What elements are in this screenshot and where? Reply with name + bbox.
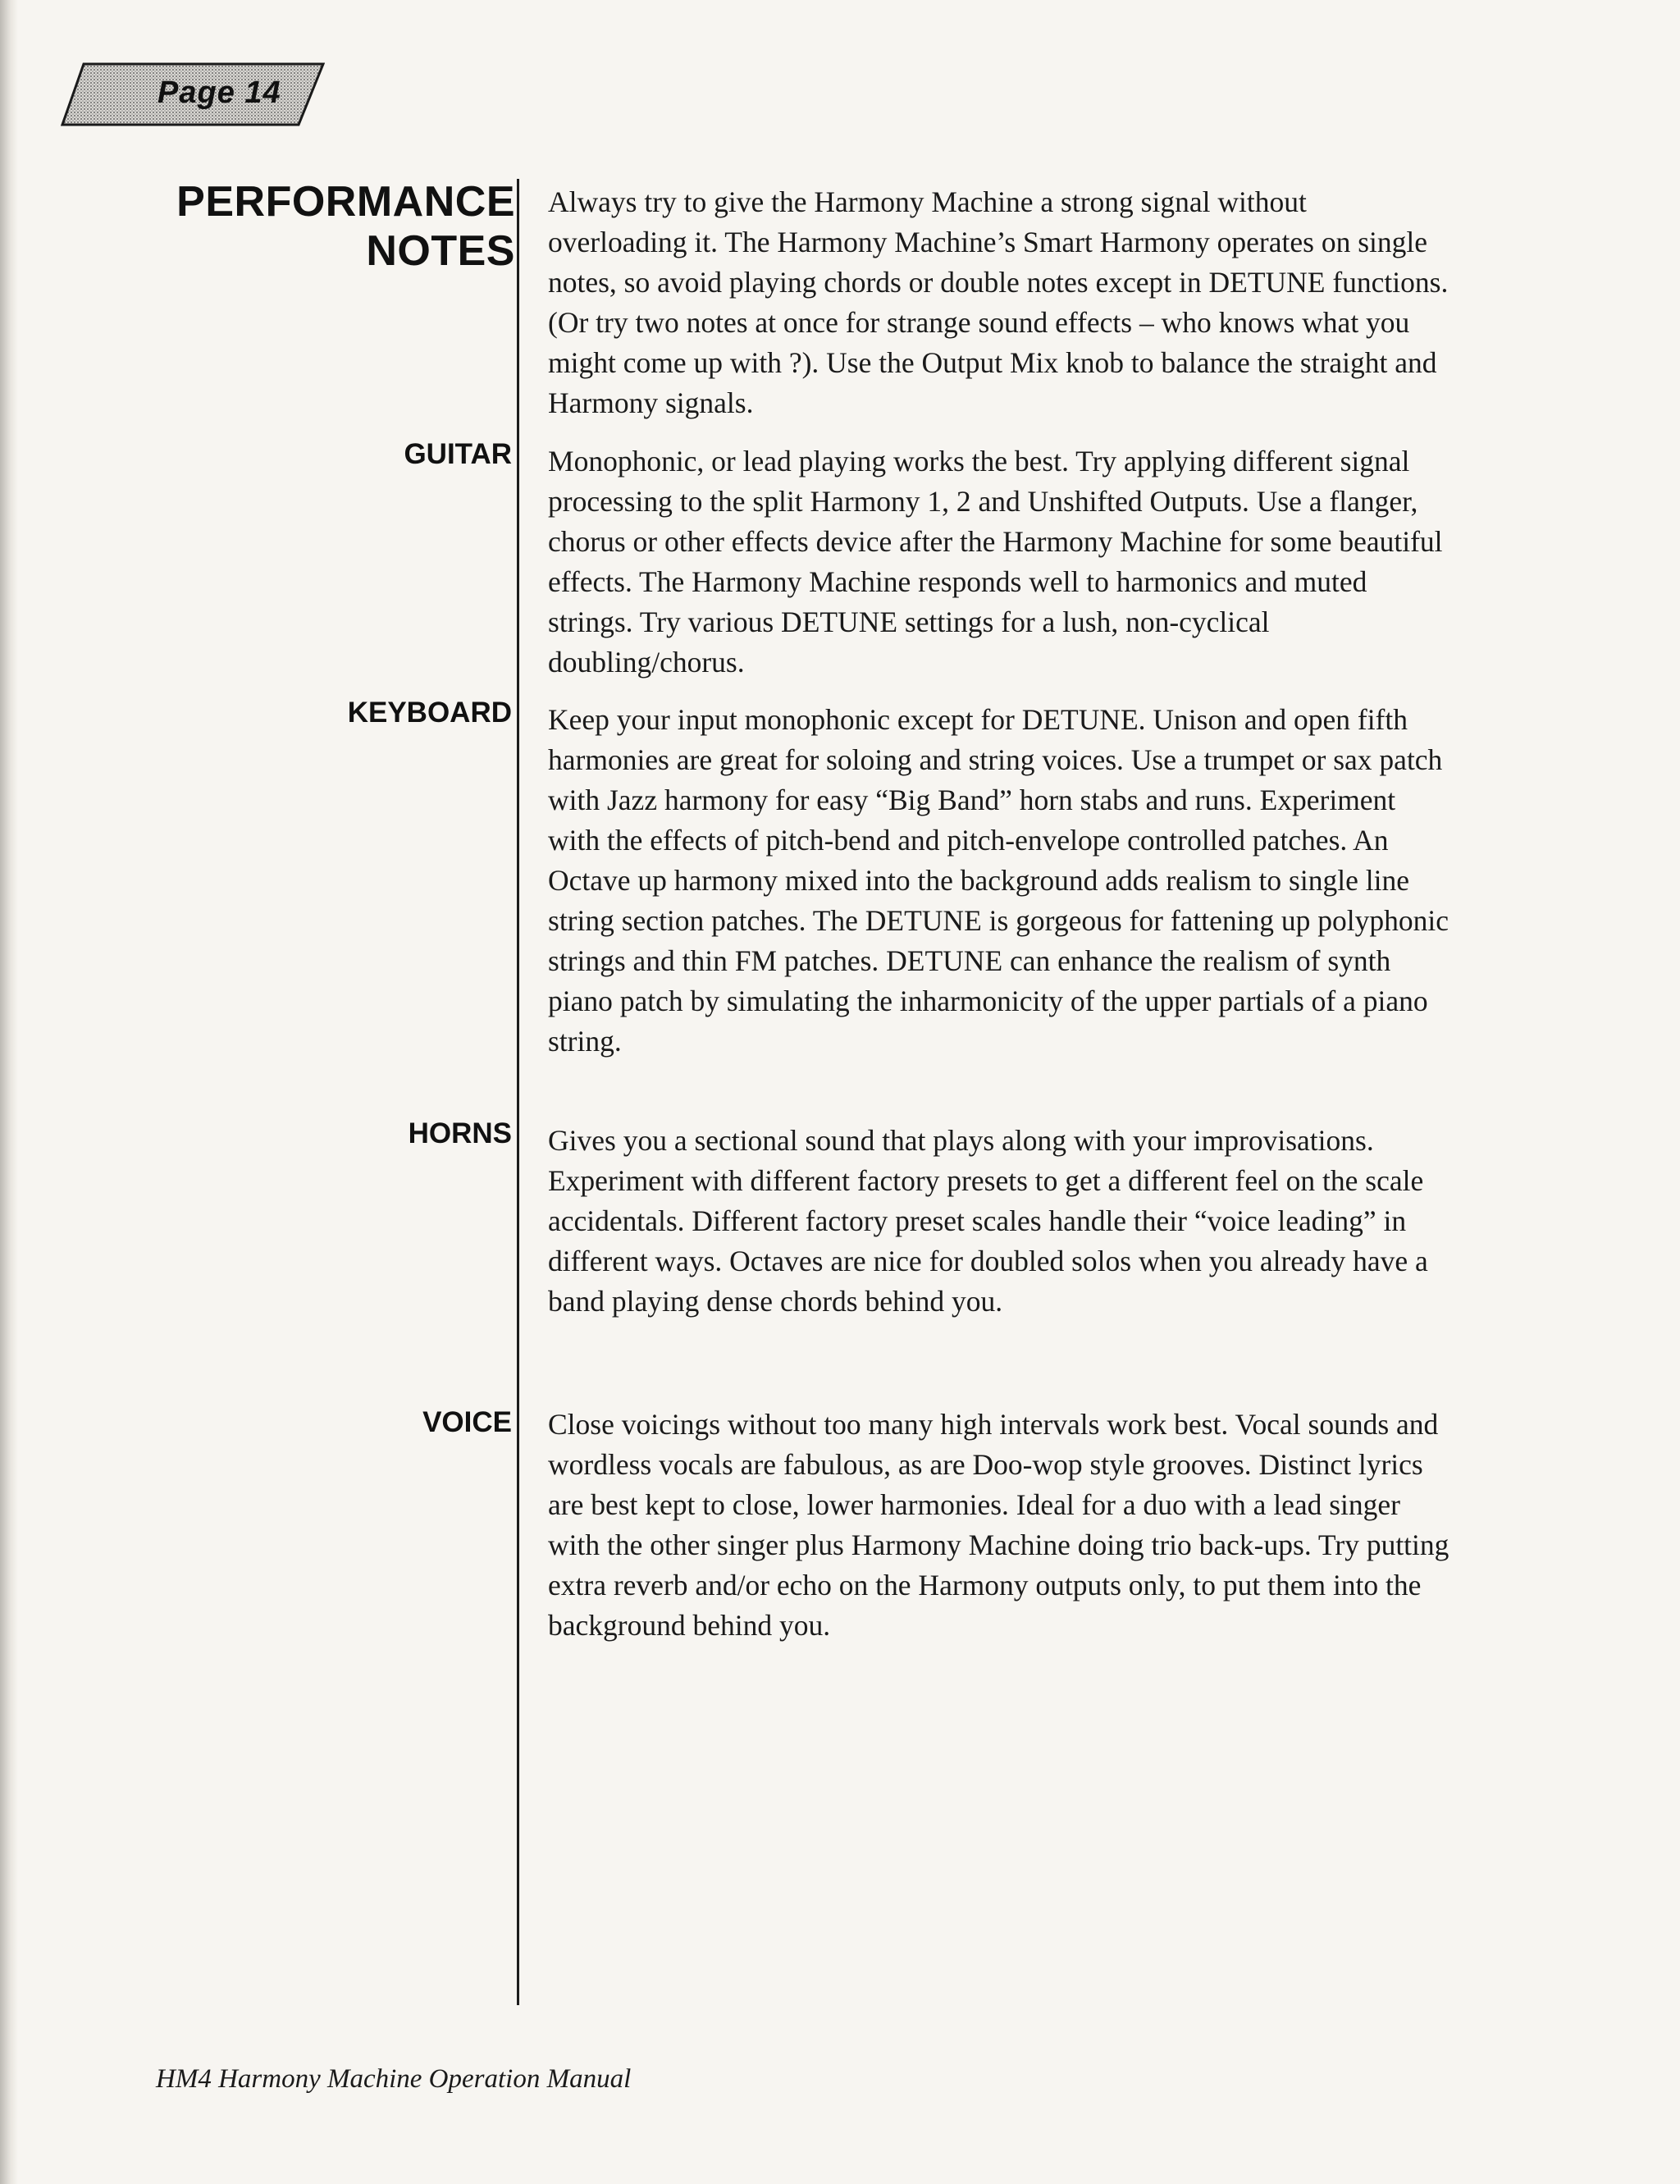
guitar-paragraph: Monophonic, or lead playing works the best. Try applying different signal processing to the split Harmony 1, 2 and Unshifted Outputs. Use a flanger, chorus or other effects device after the Harmony Machine for some beautiful effects. The Harmony Machine responds well to harmonics and muted strings. Try various DETUNE settings for a lush, non-cyclical doubling/chorus. xyxy=(548,445,1443,679)
keyboard-paragraph: Keep your input monophonic except for DETUNE. Unison and open fifth harmonies are great for soloing and string voices. Use a trumpet or sax patch with Jazz harmony for easy “Big Band” horn stabs and runs. Experiment with the effects of pitch-bend and pitch-envelope controlled patches. An Octave up harmony mixed into the background adds realism to single line string section patches. The DETUNE is gorgeous for fattening up polyphonic strings and thin FM patches. DETUNE can enhance the realism of synth piano patch by simulating the inharmonicity of the upper partials of a piano string. xyxy=(548,703,1449,1058)
heading-horns: HORNS xyxy=(408,1117,512,1149)
page-number-tab xyxy=(61,62,325,128)
section-title-line-1: PERFORMANCE xyxy=(176,178,515,226)
heading-guitar: GUITAR xyxy=(404,438,512,470)
column-divider xyxy=(517,179,519,2005)
page-edge-shadow xyxy=(0,0,18,2184)
heading-voice: VOICE xyxy=(422,1406,512,1438)
voice-paragraph: Close voicings without too many high intervals work best. Vocal sounds and wordless vocals are fabulous, as are Doo-wop style grooves. Distinct lyrics are best kept to close, lower harmonies. Ideal for a duo with a lead singer with the other singer plus Harmony Machine doing trio back-ups. Try putting extra reverb and/or echo on the Harmony outputs only, to put them into the background behind you. xyxy=(548,1408,1449,1642)
footer-manual-title: HM4 Harmony Machine Operation Manual xyxy=(156,2064,632,2094)
section-title-line-2: NOTES xyxy=(366,227,515,275)
section-title xyxy=(176,177,515,276)
heading-keyboard: KEYBOARD xyxy=(347,697,512,729)
intro-paragraph: Always try to give the Harmony Machine a strong signal without overloading it. The Harmony Machine’s Smart Harmony operates on single notes, so avoid playing chords or double notes except in DETUNE functions. (Or try two notes at once for strange sound effects – who knows what you might come up with ?). Use the Output Mix knob to balance the straight and Harmony signals. xyxy=(548,185,1449,419)
page-number-label: Page 14 xyxy=(158,75,281,110)
horns-paragraph: Gives you a sectional sound that plays along with your improvisations. Experiment with different factory presets to get a different feel on the scale accidentals. Different factory preset scales handle their “voice leading” in different ways. Octaves are nice for doubled solos when you already have a band playing dense chords behind you. xyxy=(548,1124,1428,1318)
